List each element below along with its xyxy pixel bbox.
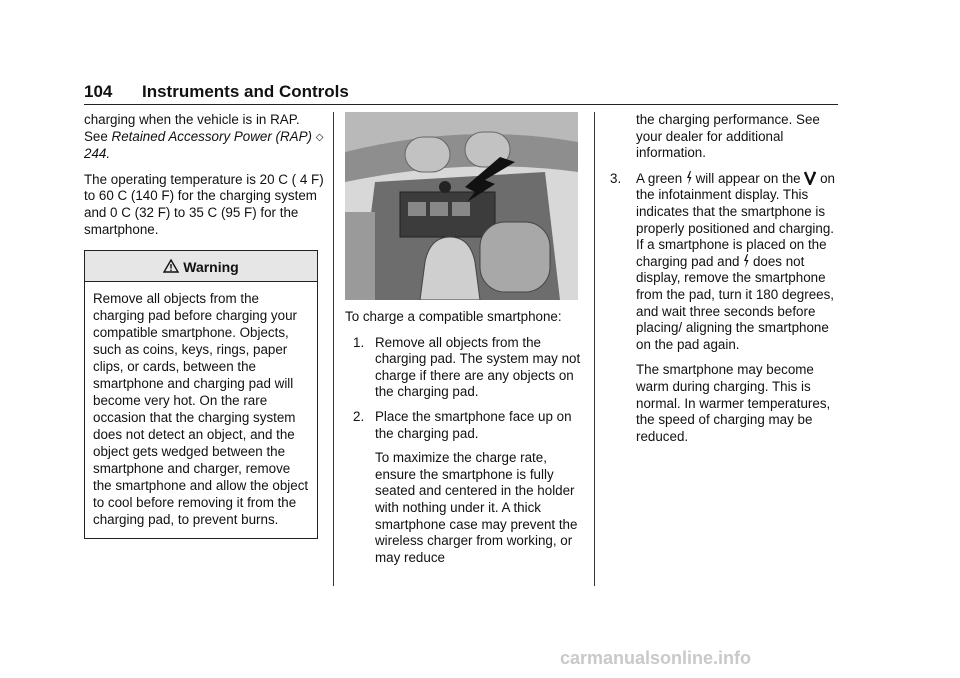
charging-bolt-icon <box>743 254 749 268</box>
step-2 <box>345 409 583 566</box>
column-2 <box>345 112 583 574</box>
step-2-note: To maximize the charge rate, ensure the smartphone is fully seated and centered in the holder with nothing under it. A thick smartphone case may prevent the wireless charger from working, or may reduce <box>375 450 578 565</box>
rap-page-link[interactable]: 244 <box>84 146 107 162</box>
page-header <box>84 82 838 104</box>
step-number: 1. <box>353 334 365 350</box>
header-rule <box>84 104 838 105</box>
rap-link[interactable]: Retained Accessory Power (RAP) <box>111 128 312 144</box>
phone-signal-icon <box>804 171 816 185</box>
rap-paragraph: charging when the vehicle is in RAP. See Retained Accessory Power (RAP) ◇ 244. <box>84 112 324 162</box>
column-3 <box>606 112 838 454</box>
warning-body: Remove all objects from the charging pad before charging your compatible smartphone. Objects, such as coins, keys, rings, paper clips, or cards, between the smartphone and charging pad will become very hot. On the rare occasion that the charging system does not detect an object, and the object gets wedged between the smartphone and charger, remove the smartphone and allow the object to cool before removing it from the charging pad, to prevent burns. <box>93 290 309 527</box>
warning-icon <box>163 259 179 273</box>
page-ref-icon: ◇ <box>315 131 324 143</box>
temperature-paragraph: The operating temperature is 20 C ( 4 F) to 60 C (140 F) for the charging system and 0 C (32 F) to 35 C (95 F) for the smartphone. <box>84 171 324 237</box>
step-3: 3. A green will appear on the on the infotainment display. This indicates that the smartphone is properly positioned and charging. If a smartphone is placed on the charging pad and does not display, remove the smartphone from the pad, turn it 180 degrees, and wait three seconds before placing/ aligning the smartphone on the pad again. <box>610 170 835 352</box>
step-text: Place the smartphone face up on the charging pad. <box>375 408 572 441</box>
page-number: 104 <box>84 82 113 101</box>
continued-paragraph: the charging performance. See your dealer for additional information. <box>636 112 820 161</box>
step-text: Remove all objects from the charging pad. The system may not charge if there are any objects on the charging pad. <box>375 334 581 400</box>
step-1 <box>345 335 583 401</box>
column-divider <box>333 112 334 586</box>
column-1 <box>84 112 324 539</box>
charging-bolt-icon <box>686 171 692 185</box>
warning-header <box>85 251 317 282</box>
warm-paragraph: The smartphone may become warm during charging. This is normal. In warmer temperatures, the speed of charging may be reduced. <box>636 362 831 444</box>
step-number: 3. <box>610 170 622 186</box>
warning-box <box>84 250 318 539</box>
step-number: 2. <box>353 408 365 424</box>
charging-pad-photo <box>345 112 578 300</box>
charge-intro: To charge a compatible smartphone: <box>345 309 562 324</box>
column-divider <box>594 112 595 586</box>
watermark: carmanualsonline.info <box>560 648 752 668</box>
section-title: Instruments and Controls <box>142 82 349 101</box>
warning-title: Warning <box>183 259 239 276</box>
